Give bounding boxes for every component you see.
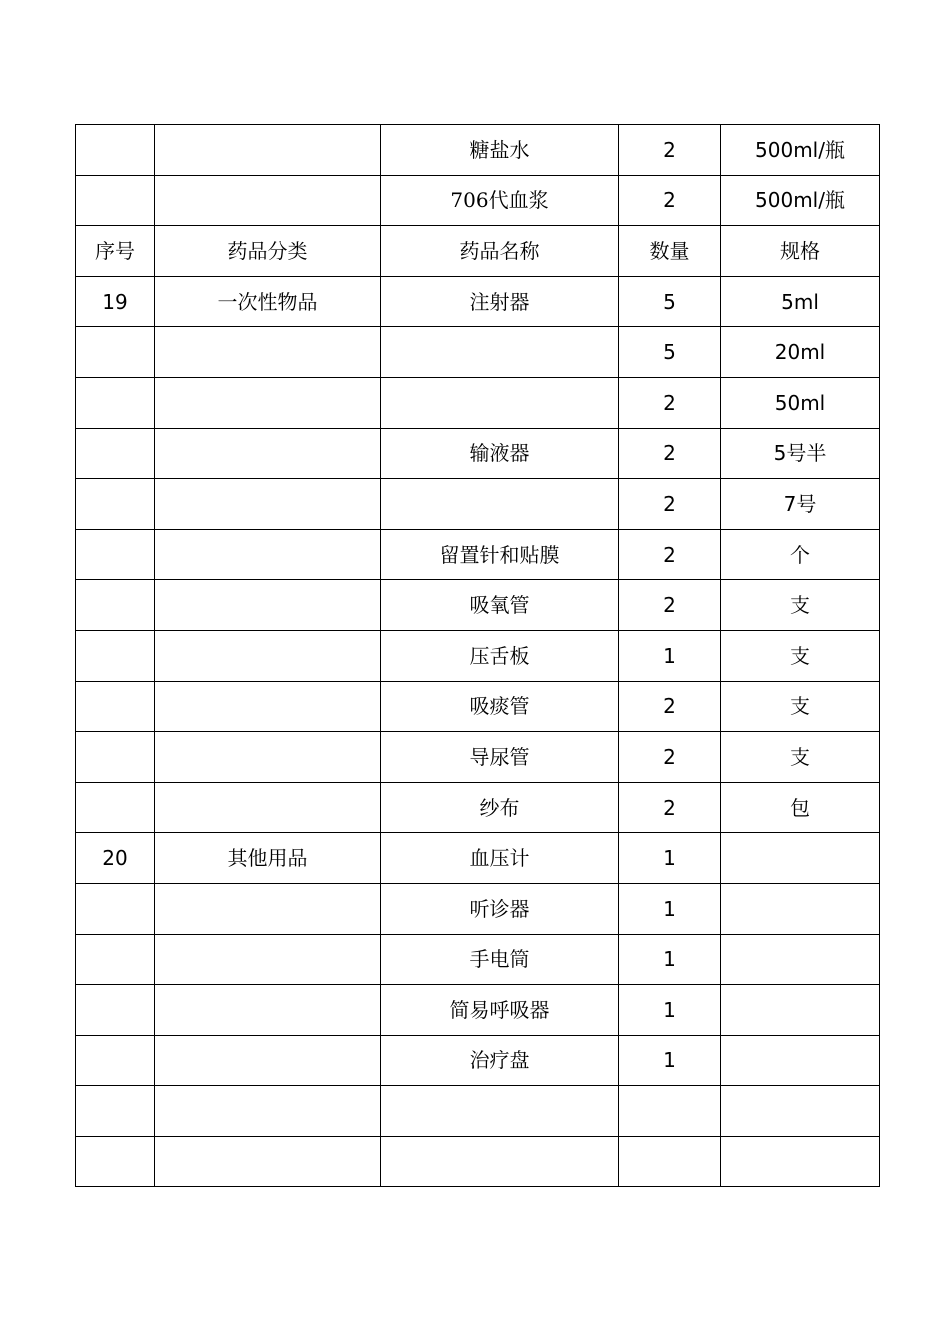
cell-qty: 5: [619, 327, 721, 378]
table-row: [76, 327, 880, 378]
cell-spec: 5ml: [721, 276, 880, 327]
cell-qty: 2: [619, 529, 721, 580]
cell-qty: 1: [619, 833, 721, 884]
cell-name: 吸痰管: [381, 681, 619, 732]
cell-no: [76, 1136, 155, 1187]
cell-category: [155, 681, 381, 732]
cell-spec: [721, 934, 880, 985]
cell-name: 简易呼吸器: [381, 985, 619, 1036]
cell-name: 血压计: [381, 833, 619, 884]
cell-no: [76, 580, 155, 631]
cell-spec: 支: [721, 580, 880, 631]
cell-category: 一次性物品: [155, 276, 381, 327]
cell-name: 纱布: [381, 782, 619, 833]
cell-name: 留置针和贴膜: [381, 529, 619, 580]
cell-spec: [721, 1086, 880, 1137]
header-cell-qty: 数量: [619, 226, 721, 277]
cell-name: 听诊器: [381, 883, 619, 934]
cell-name: 吸氧管: [381, 580, 619, 631]
table-row: [76, 630, 880, 681]
cell-name: 导尿管: [381, 732, 619, 783]
cell-no: [76, 377, 155, 428]
header-cell-no: 序号: [76, 226, 155, 277]
cell-qty: 2: [619, 580, 721, 631]
cell-qty: 2: [619, 377, 721, 428]
cell-qty: 1: [619, 883, 721, 934]
cell-category: [155, 529, 381, 580]
table-row: [76, 479, 880, 530]
table-row: [76, 883, 880, 934]
table-row: [76, 377, 880, 428]
table-row: [76, 580, 880, 631]
cell-name: 糖盐水: [381, 125, 619, 176]
table-row: [76, 175, 880, 226]
cell-name: 压舌板: [381, 630, 619, 681]
cell-spec: 50ml: [721, 377, 880, 428]
cell-no: [76, 934, 155, 985]
cell-qty: 1: [619, 985, 721, 1036]
table-row: [76, 1035, 880, 1086]
cell-no: [76, 1086, 155, 1137]
cell-qty: 1: [619, 1035, 721, 1086]
cell-category: [155, 377, 381, 428]
cell-qty: 2: [619, 479, 721, 530]
cell-no: [76, 782, 155, 833]
cell-qty: 2: [619, 681, 721, 732]
cell-no: [76, 125, 155, 176]
cell-no: [76, 327, 155, 378]
cell-spec: 500ml/瓶: [721, 175, 880, 226]
cell-category: [155, 580, 381, 631]
cell-no: [76, 732, 155, 783]
cell-no: [76, 985, 155, 1036]
cell-name: 治疗盘: [381, 1035, 619, 1086]
cell-spec: [721, 985, 880, 1036]
cell-no: [76, 479, 155, 530]
cell-no: [76, 1035, 155, 1086]
table-body: [76, 125, 880, 1187]
cell-no: [76, 428, 155, 479]
cell-spec: 500ml/瓶: [721, 125, 880, 176]
cell-no: [76, 529, 155, 580]
cell-no: [76, 630, 155, 681]
cell-spec: 7号: [721, 479, 880, 530]
cell-name: 输液器: [381, 428, 619, 479]
cell-name: 手电筒: [381, 934, 619, 985]
cell-name: [381, 479, 619, 530]
cell-category: [155, 479, 381, 530]
cell-spec: 20ml: [721, 327, 880, 378]
cell-category: [155, 1086, 381, 1137]
table-row: [76, 529, 880, 580]
cell-name: [381, 327, 619, 378]
header-cell-spec: 规格: [721, 226, 880, 277]
header-cell-category: 药品分类: [155, 226, 381, 277]
cell-spec: 5号半: [721, 428, 880, 479]
cell-category: [155, 125, 381, 176]
cell-name: [381, 1136, 619, 1187]
cell-category: [155, 1035, 381, 1086]
cell-qty: 2: [619, 428, 721, 479]
table-row: [76, 985, 880, 1036]
table-row: [76, 1136, 880, 1187]
cell-spec: 支: [721, 681, 880, 732]
cell-qty: 2: [619, 782, 721, 833]
cell-qty: 2: [619, 125, 721, 176]
cell-category: [155, 175, 381, 226]
cell-category: 其他用品: [155, 833, 381, 884]
cell-name: 注射器: [381, 276, 619, 327]
cell-spec: 个: [721, 529, 880, 580]
cell-no: [76, 175, 155, 226]
cell-category: [155, 1136, 381, 1187]
cell-name: [381, 1086, 619, 1137]
cell-category: [155, 934, 381, 985]
cell-category: [155, 883, 381, 934]
cell-qty: 5: [619, 276, 721, 327]
cell-qty: [619, 1136, 721, 1187]
table-row: [76, 1086, 880, 1137]
cell-name: [381, 377, 619, 428]
table-row: [76, 732, 880, 783]
table-row: [76, 833, 880, 884]
cell-category: [155, 985, 381, 1036]
cell-category: [155, 327, 381, 378]
cell-spec: 包: [721, 782, 880, 833]
cell-no: 20: [76, 833, 155, 884]
cell-spec: [721, 1136, 880, 1187]
cell-category: [155, 630, 381, 681]
cell-name: 706代血浆: [381, 175, 619, 226]
table-row: [76, 428, 880, 479]
cell-category: [155, 428, 381, 479]
table-row: [76, 276, 880, 327]
table-row: [76, 782, 880, 833]
cell-spec: 支: [721, 630, 880, 681]
cell-category: [155, 782, 381, 833]
cell-qty: 2: [619, 175, 721, 226]
cell-no: [76, 883, 155, 934]
table-row: [76, 681, 880, 732]
cell-qty: 1: [619, 934, 721, 985]
table-header-row: [76, 226, 880, 277]
cell-spec: [721, 883, 880, 934]
cell-spec: [721, 833, 880, 884]
table-row: [76, 934, 880, 985]
cell-qty: 2: [619, 732, 721, 783]
header-cell-name: 药品名称: [381, 226, 619, 277]
cell-category: [155, 732, 381, 783]
medicine-inventory-table: [75, 124, 880, 1187]
cell-no: [76, 681, 155, 732]
cell-spec: [721, 1035, 880, 1086]
cell-spec: 支: [721, 732, 880, 783]
table-row: [76, 125, 880, 176]
cell-qty: 1: [619, 630, 721, 681]
cell-no: 19: [76, 276, 155, 327]
cell-qty: [619, 1086, 721, 1137]
